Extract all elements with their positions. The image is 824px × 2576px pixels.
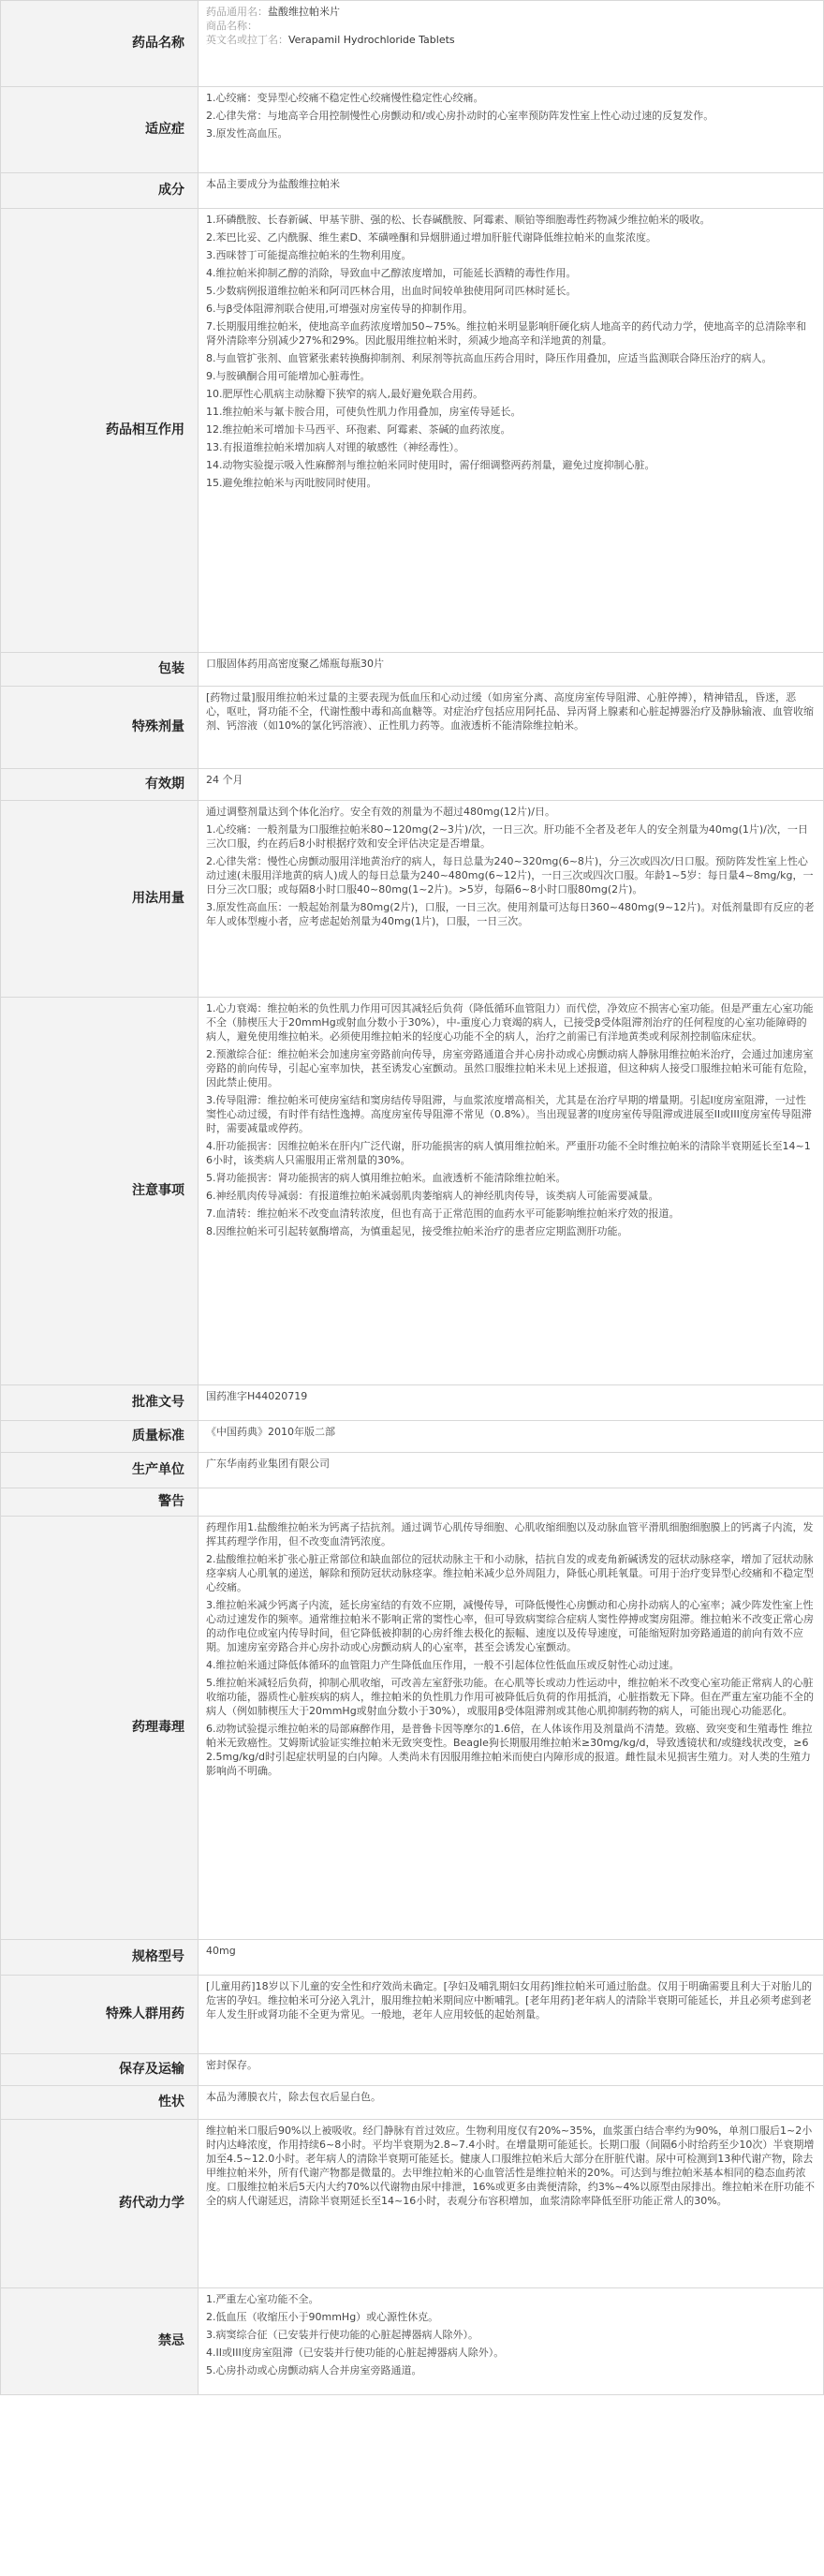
info-row [1,1453,824,1488]
row-label: 规格型号 [1,1940,199,1976]
content-paragraph: 3.原发性高血压：一般起始剂量为80mg(2片)，口服，一日三次。使用剂量可达每日360~480mg(9~12片)。对低剂量即有反应的老年人或体型瘦小者，应考虑起始剂量为40mg(1片)，口服，一日三次。 [206,901,815,927]
info-row [1,1,824,87]
row-label: 有效期 [1,769,199,801]
content-paragraph: 6.神经肌肉传导减弱：有报道维拉帕米减弱肌肉萎缩病人的神经肌肉传导，该类病人可能需要减量。 [206,1190,659,1202]
name-key: 药品通用名： [206,6,268,18]
info-row [1,1517,824,1940]
content-paragraph: 2.低血压（收缩压小于90mmHg）或心源性休克。 [206,2311,439,2323]
content-paragraph: 1.环磷酰胺、长春新碱、甲基苄肼、强的松、长春碱酰胺、阿霉素、顺铂等细胞毒性药物减少维拉帕米的吸收。 [206,214,711,226]
content-paragraph: 3.西咪替丁可能提高维拉帕米的生物利用度。 [206,249,412,261]
content-paragraph: 3.原发性高血压。 [206,127,288,140]
row-label: 警告 [1,1488,199,1517]
info-row [1,173,824,209]
content-paragraph: 国药准字H44020719 [206,1390,308,1402]
content-paragraph: 15.避免维拉帕米与丙吡胺同时使用。 [206,477,377,489]
info-row [1,801,824,998]
content-paragraph: 6.动物试验提示维拉帕米的局部麻醉作用，是普鲁卡因等摩尔的1.6倍，在人体该作用及剂量尚不清楚。致癌、致突变和生殖毒性 维拉帕米无致癌性。艾姆斯试验证实维拉帕米无致突变性。Beagle狗长期服用维拉帕米≥30mg/kg/d，导致透镜状和/或缝线状改变，≥62.5mg/kg/d时引起症状明显的白内障。人类尚未有因服用维拉帕米而使白内障形成的报道。雌性鼠未见损害生殖力。对人类的生殖力影响尚不明确。 [206,1723,813,1777]
row-label: 批准文号 [1,1385,199,1421]
content-paragraph: 5.维拉帕米减轻后负荷，抑制心肌收缩，可改善左室舒张功能。在心肌等长或动力性运动中，维拉帕米不改变心室功能正常病人的心脏收缩功能，器质性心脏疾病的病人，维拉帕米的负性肌力作用可被降低后负荷的作用抵消，心脏指数无下降。但在严重左室功能不全的病人（例如肺楔压大于20mmHg或射血分数小于30%），或服用β受体阻滞剂或其他心肌抑制药物的病人，可能出现心功能恶化。 [206,1677,814,1717]
content-paragraph: 9.与胺碘酮合用可能增加心脏毒性。 [206,370,371,382]
content-paragraph: 5.心房扑动或心房颤动病人合并房室旁路通道。 [206,2364,422,2376]
row-label: 药品相互作用 [1,209,199,653]
info-row [1,1940,824,1976]
content-paragraph: 1.严重左心室功能不全。 [206,2293,319,2305]
row-content [199,1488,824,1517]
row-content [199,2054,824,2086]
row-label: 药品名称 [1,1,199,87]
row-content [199,1976,824,2054]
info-row [1,769,824,801]
content-paragraph: 12.维拉帕米可增加卡马西平、环孢素、阿霉素、茶碱的血药浓度。 [206,423,511,436]
info-row [1,209,824,653]
content-paragraph: 2.心律失常：慢性心房颤动服用洋地黄治疗的病人，每日总量为240~320mg(6~8片)，分三次或四次/日口服。预防阵发性室上性心动过速(未服用洋地黄的病人)成人的每日总量为240~480mg(6~12片)，一日三次或四次口服。年龄1~5岁：每日量4~8mg/kg，一日分三次口服；或每隔8小时口服40~80mg(1~2片)。>5岁，每隔6~8小时口服80mg(2片)。 [206,855,814,896]
content-paragraph: 13.有报道维拉帕米增加病人对锂的敏感性（神经毒性）。 [206,441,464,453]
row-content [199,1940,824,1976]
content-paragraph: 3.维拉帕米减少钙离子内流，延长房室结的有效不应期，减慢传导，可降低慢性心房颤动和心房扑动病人的心室率；减少阵发性室上性心动过速发作的频率。通常维拉帕米不影响正常的窦性心率，但可导致病窦综合症病人窦性停搏或窦房阻滞。维拉帕米不改变正常心房的动作电位或室内传导时间，但它降低被抑制的心房纤维去极化的振幅、速度以及传导速度，可能缩短附加旁路通道的前向有效不应期。加速房室旁路合并心房扑动或心房颤动病人的心室率，甚至会诱发心室颤动。 [206,1599,814,1653]
content-paragraph: 40mg [206,1945,236,1957]
row-label: 禁忌 [1,2288,199,2395]
name-value: 盐酸维拉帕米片 [268,6,340,18]
content-paragraph: 2.苯巴比妥、乙内酰脲、维生素D、苯磺唑酮和异烟肼通过增加肝脏代谢降低维拉帕米的血浆浓度。 [206,231,656,244]
info-row [1,1385,824,1421]
row-label: 用法用量 [1,801,199,998]
row-label: 成分 [1,173,199,209]
row-content [199,1,824,87]
info-row [1,998,824,1385]
row-label: 质量标准 [1,1421,199,1453]
content-paragraph: 8.因维拉帕米可引起转氨酶增高，为慎重起见，接受维拉帕米治疗的患者应定期监测肝功能。 [206,1225,628,1237]
row-content [199,769,824,801]
row-content [199,2086,824,2120]
content-paragraph: 本品主要成分为盐酸维拉帕米 [206,178,340,190]
row-content [199,209,824,653]
content-paragraph: 维拉帕米口服后90%以上被吸收。经门静脉有首过效应。生物利用度仅有20%~35%，血浆蛋白结合率约为90%，单剂口服后1~2小时内达峰浓度，作用持续6~8小时。平均半衰期为2.8~7.4小时。在增量期可能延长。长期口服（间隔6小时给药至少10次）半衰期增加至4.5~12.0小时。老年病人的清除半衰期可能延长。健康人口服维拉帕米后大部分在肝脏代谢。尿中可检测到13种代谢产物，除去甲维拉帕米外，所有代谢产物都是微量的。去甲维拉帕米的心血管活性是维拉帕米的20%。可达到与维拉帕米基本相同的稳态血药浓度。口服维拉帕米后5天内大约70%以代谢物由尿中排泄，16%或更多由粪便清除，约3%~4%以原型由尿排出。维拉帕米在肝功能不全的病人代谢延迟，清除半衰期延长至14~16小时，表观分布容积增加，血浆清除率降低至肝功能正常人的30%。 [206,2124,816,2207]
name-line [206,33,816,47]
drug-info-table-body [1,1,824,2395]
row-content [199,173,824,209]
row-content [199,687,824,769]
info-row [1,2086,824,2120]
content-paragraph: 8.与血管扩张剂、血管紧张素转换酶抑制剂、利尿剂等抗高血压药合用时，降压作用叠加，应适当监测联合降压治疗的病人。 [206,352,772,364]
info-row [1,1976,824,2054]
row-label: 保存及运输 [1,2054,199,2086]
row-label: 性状 [1,2086,199,2120]
content-paragraph: 本品为薄膜衣片，除去包衣后显白色。 [206,2091,381,2103]
content-paragraph: [药物过量]服用维拉帕米过量的主要表现为低血压和心动过缓（如房室分离、高度房室传导阻滞、心脏停搏），精神错乱，昏迷，恶心，呕吐，肾功能不全，代谢性酸中毒和高血糖等。对症治疗包括应用阿托品、异丙肾上腺素和心脏起搏器治疗及静脉输液、血管收缩剂、钙溶液（如10%的氯化钙溶液）、正性肌力药等。血液透析不能清除维拉帕米。 [206,691,814,732]
row-content [199,801,824,998]
content-paragraph: 7.长期服用维拉帕米，使地高辛血药浓度增加50~75%。维拉帕米明显影响肝硬化病人地高辛的药代动力学，使地高辛的总清除率和肾外清除率分别减少27%和29%。因此服用维拉帕米时，须减少地高辛和洋地黄的剂量。 [206,320,807,347]
row-content [199,1421,824,1453]
content-paragraph: 3.病窦综合征（已安装并行使功能的心脏起搏器病人除外）。 [206,2329,478,2341]
content-paragraph: 4.肝功能损害：因维拉帕米在肝内广泛代谢，肝功能损害的病人慎用维拉帕米。严重肝功能不全时维拉帕米的清除半衰期延长至14~16小时，该类病人只需服用正常剂量的30%。 [206,1140,811,1166]
row-content [199,2288,824,2395]
name-line [206,5,816,19]
content-paragraph: 《中国药典》2010年版二部 [206,1426,335,1438]
content-paragraph: [儿童用药]18岁以下儿童的安全性和疗效尚未确定。[孕妇及哺乳期妇女用药]维拉帕米可通过胎盘。仅用于明确需要且利大于对胎儿的危害的孕妇。维拉帕米可分泌入乳汁，服用维拉帕米期间应中断哺乳。[老年用药]老年病人的清除半衰期可能延长，并且必须考虑到老年人发生肝或肾功能不全更为常见。一般地，老年人应用较低的起始剂量。 [206,1980,813,2021]
info-row [1,87,824,173]
content-paragraph: 1.心绞痛：变异型心绞痛不稳定性心绞痛慢性稳定性心绞痛。 [206,92,484,104]
name-key: 商品名称： [206,20,258,32]
content-paragraph: 2.心律失常：与地高辛合用控制慢性心房颤动和/或心房扑动时的心室率预防阵发性室上性心动过速的反复发作。 [206,110,714,122]
content-paragraph: 广东华南药业集团有限公司 [206,1458,330,1470]
info-row [1,2288,824,2395]
content-paragraph: 24 个月 [206,774,243,786]
content-paragraph: 口服固体药用高密度聚乙烯瓶每瓶30片 [206,658,384,670]
content-paragraph: 4.维拉帕米抑制乙醇的消除，导致血中乙醇浓度增加，可能延长酒精的毒性作用。 [206,267,577,279]
row-content [199,87,824,173]
row-content [199,1517,824,1940]
name-key: 英文名或拉丁名： [206,34,288,46]
content-paragraph: 通过调整剂量达到个体化治疗。安全有效的剂量为不超过480mg(12片)/日。 [206,806,555,818]
name-value: Verapamil Hydrochloride Tablets [288,34,455,46]
content-paragraph: 1.心绞痛：一般剂量为口服维拉帕米80~120mg(2~3片)/次，一日三次。肝功能不全者及老年人的安全剂量为40mg(1片)/次，一日三次口服，约在药后8小时根据疗效和安全评估决定是否增量。 [206,823,808,850]
content-paragraph: 11.维拉帕米与氟卡胺合用，可使负性肌力作用叠加，房室传导延长。 [206,406,522,418]
info-row [1,687,824,769]
info-row [1,1421,824,1453]
row-label: 药代动力学 [1,2120,199,2288]
content-paragraph: 5.少数病例报道维拉帕米和阿司匹林合用，出血时间较单独使用阿司匹林时延长。 [206,285,577,297]
row-label: 药理毒理 [1,1517,199,1940]
content-paragraph: 6.与β受体阻滞剂联合使用,可增强对房室传导的抑制作用。 [206,303,474,315]
content-paragraph: 1.心力衰竭：维拉帕米的负性肌力作用可因其减轻后负荷（降低循环血管阻力）而代偿，净效应不损害心室功能。但是严重左心室功能不全（肺楔压大于20mmHg或射血分数小于30%），中-重度心力衰竭的病人，已接受β受体阻滞剂治疗的任何程度的心室功能障碍的病人，避免使用维拉帕米。必须使用维拉帕米的轻度心功能不全的病人，治疗之前需已有洋地黄类或利尿剂控制临床症状。 [206,1002,814,1043]
info-row [1,1488,824,1517]
content-paragraph: 2.预激综合征：维拉帕米会加速房室旁路前向传导，房室旁路通道合并心房扑动或心房颤动病人静脉用维拉帕米治疗，会通过加速房室旁路的前向传导，引起心室率加快，甚至诱发心室颤动。虽然口服维拉帕米未见上述报道，但这种病人接受口服维拉帕米可能有危险，因此禁止使用。 [206,1048,814,1088]
content-paragraph: 药理作用1.盐酸维拉帕米为钙离子拮抗剂。通过调节心肌传导细胞、心肌收缩细胞以及动脉血管平滑肌细胞细胞膜上的钙离子内流，发挥其药理学作用，但不改变血清钙浓度。 [206,1521,814,1547]
row-content [199,1385,824,1421]
row-content [199,998,824,1385]
row-content [199,653,824,687]
row-label: 适应症 [1,87,199,173]
name-line [206,19,816,33]
row-label: 包装 [1,653,199,687]
content-paragraph: 4.II或III度房室阻滞（已安装并行使功能的心脏起搏器病人除外）。 [206,2347,505,2359]
info-row [1,653,824,687]
content-paragraph: 5.肾功能损害：肾功能损害的病人慎用维拉帕米。血液透析不能清除维拉帕米。 [206,1172,566,1184]
content-paragraph: 10.肥厚性心肌病主动脉瓣下狭窄的病人,最好避免联合用药。 [206,388,483,400]
row-label: 特殊剂量 [1,687,199,769]
row-content [199,1453,824,1488]
content-paragraph: 密封保存。 [206,2059,258,2071]
info-row [1,2054,824,2086]
row-label: 生产单位 [1,1453,199,1488]
info-row [1,2120,824,2288]
row-content [199,2120,824,2288]
content-paragraph: 14.动物实验提示吸入性麻醉剂与维拉帕米同时使用时，需仔细调整两药剂量，避免过度抑制心脏。 [206,459,655,471]
content-paragraph: 7.血清转：维拉帕米不改变血清转浓度，但也有高于正常范围的血药水平可能影响维拉帕米疗效的报道。 [206,1207,680,1220]
content-paragraph: 4.维拉帕米通过降低体循环的血管阻力产生降低血压作用，一般不引起体位性低血压或反射性心动过速。 [206,1659,680,1671]
row-label: 特殊人群用药 [1,1976,199,2054]
content-paragraph: 3.传导阻滞：维拉帕米可使房室结和窦房结传导阻滞，与血浆浓度增高相关，尤其是在治疗早期的增量期。引起I度房室阻滞，一过性窦性心动过缓，有时伴有结性逸搏。高度房室传导阻滞不常见（0.8%）。当出现显著的I度房室传导阻滞或进展至II或III度房室传导阻滞时，需要减量或停药。 [206,1094,812,1134]
row-label: 注意事项 [1,998,199,1385]
content-paragraph: 2.盐酸维拉帕米扩张心脏正常部位和缺血部位的冠状动脉主干和小动脉，拮抗自发的或麦角新碱诱发的冠状动脉痉挛，增加了冠状动脉痉挛病人心肌氧的递送，解除和预防冠状动脉痉挛。维拉帕米减少总外周阻力，降低心肌耗氧量。可用于治疗变异型心绞痛和不稳定型心绞痛。 [206,1553,814,1593]
